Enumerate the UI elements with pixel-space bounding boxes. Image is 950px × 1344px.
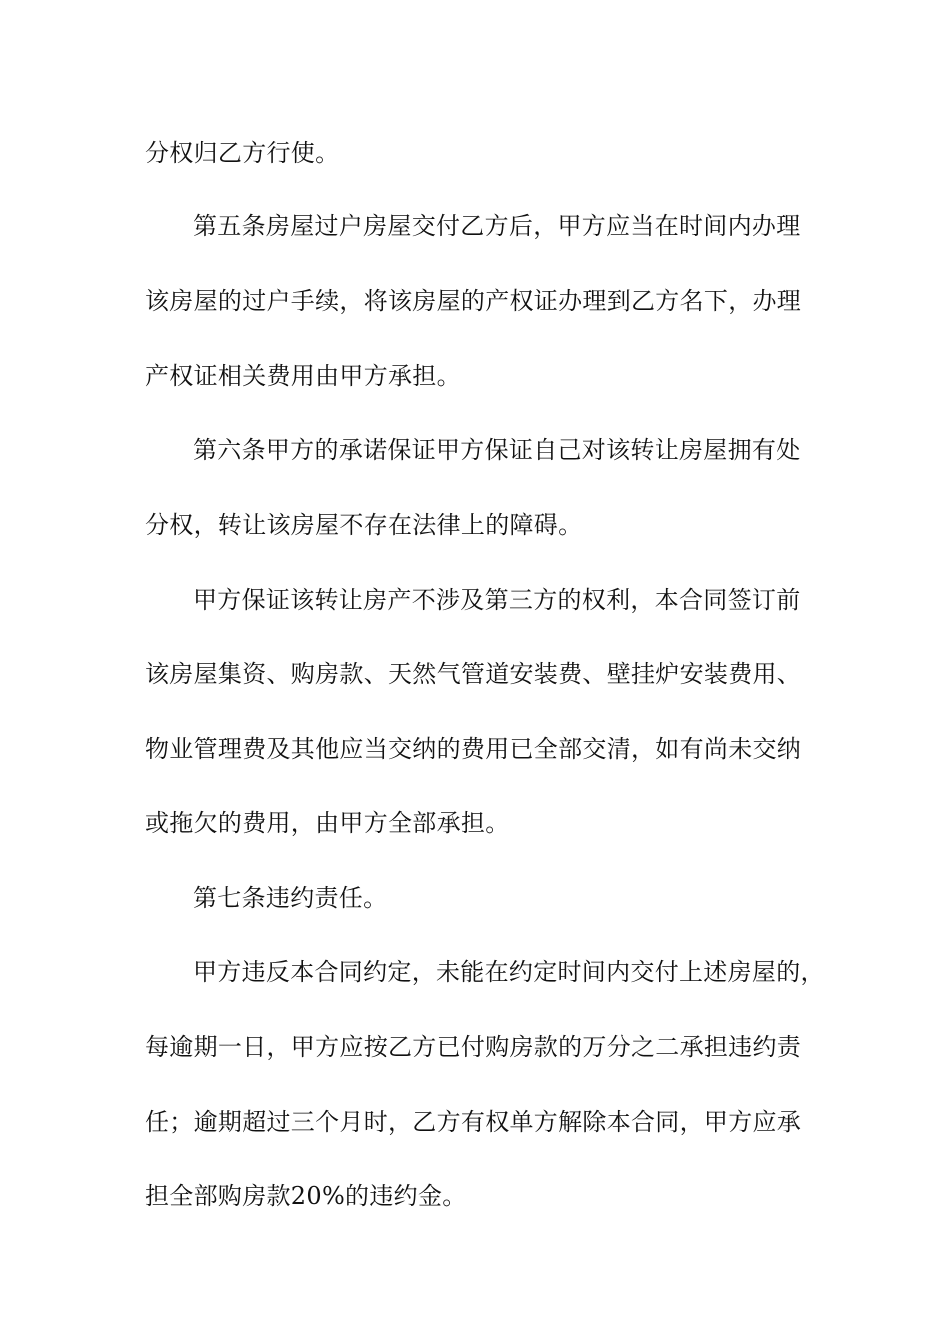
text-line: 每逾期一日，甲方应按乙方已付购房款的万分之二承担违约责 [145, 1033, 802, 1061]
text-line: 第七条违约责任。 [193, 884, 388, 912]
text-line: 甲方违反本合同约定，未能在约定时间内交付上述房屋的， [193, 958, 825, 986]
text-line: 任；逾期超过三个月时，乙方有权单方解除本合同，甲方应承 [145, 1108, 802, 1136]
text-line: 该房屋的过户手续，将该房屋的产权证办理到乙方名下，办理 [145, 287, 802, 315]
text-line: 担全部购房款20%的违约金。 [145, 1182, 467, 1210]
text-line: 或拖欠的费用，由甲方全部承担。 [145, 809, 510, 837]
text-line: 该房屋集资、购房款、天然气管道安装费、壁挂炉安装费用、 [145, 660, 802, 688]
text-line: 产权证相关费用由甲方承担。 [145, 362, 461, 390]
text-line: 分权，转让该房屋不存在法律上的障碍。 [145, 511, 583, 539]
text-line: 甲方保证该转让房产不涉及第三方的权利，本合同签订前 [193, 586, 801, 614]
text-line: 分权归乙方行使。 [145, 139, 340, 167]
text-line: 第六条甲方的承诺保证甲方保证自己对该转让房屋拥有处 [193, 436, 801, 464]
text-line: 第五条房屋过户房屋交付乙方后，甲方应当在时间内办理 [193, 212, 801, 240]
text-line: 物业管理费及其他应当交纳的费用已全部交清，如有尚未交纳 [145, 735, 802, 763]
